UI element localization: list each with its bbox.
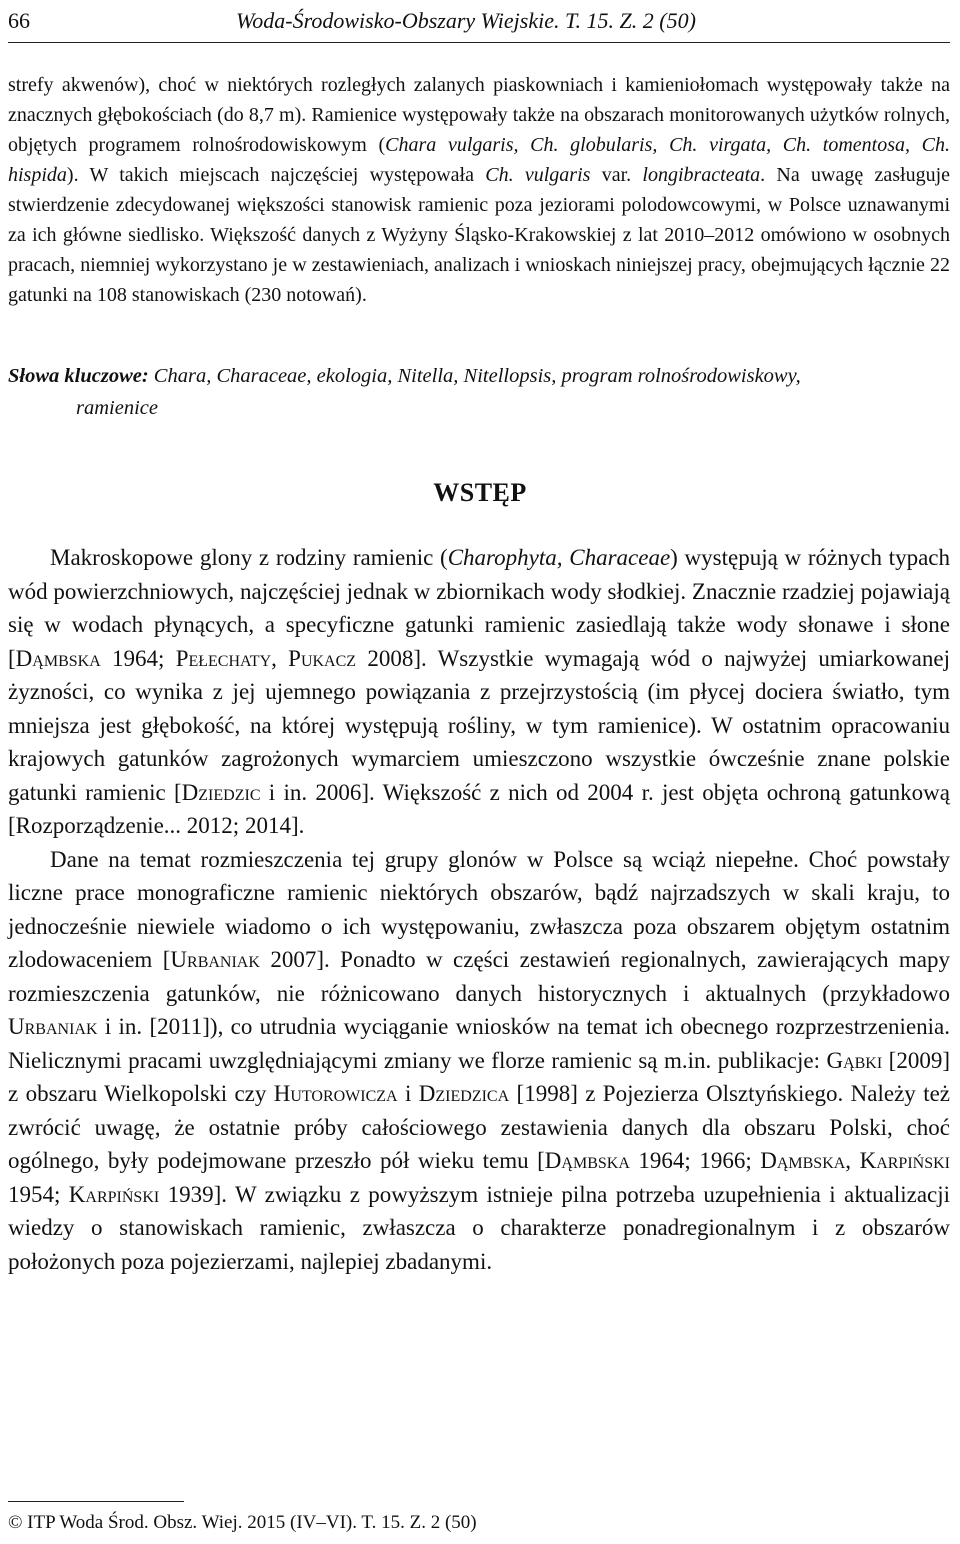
keywords-label: Słowa kluczowe: [8,365,149,387]
species-name: Ch. vulgaris [485,164,591,186]
text-run: i [397,1081,419,1106]
text-run: . Na uwagę zasługuje stwierdzenie zdecydowanej większości stanowisk ramienic poza jeziorami polodowcowymi, w Polsce uznawanymi za ich główne siedlisko. Większość danych z Wyżyny Śląsko-Krakowskiej z lat 2010–2012 omówiono w osobnych pracach, niemniej wykorzystano je w zestawieniach, analizach i wnioskach niniejszej pracy, obejmujących łącznie 22 gatunki na 108 stanowiskach (230 notowań). [8,164,951,306]
text-run: i in. [2011]), co utrudnia wyciąganie wniosków na temat ich obecnego rozprzestrzenienia. Nielicznymi pracami uwzględniającymi zmiany we florze ramienic są m.in. publikacje: [8,1014,950,1073]
body-paragraph-2 [8,843,950,1279]
citation-author: Karpiński [68,1181,160,1207]
text-run: ). W takich miejscach najczęściej występowała [66,164,486,186]
text-run: [1998] z Pojezierza Olsztyńskiego. Należy też zwrócić uwagę, że ostatnie próby całościowego zestawienia danych dla obszaru Polski, choć ogólnego, były podejmowane przeszło pół wieku temu [ [8,1081,950,1173]
text-run: 1964; [100,645,176,671]
running-header [8,6,950,40]
citation-author: Urbaniak [170,947,260,972]
citation-author: Dąmbska, Karpiński [760,1148,950,1173]
text-run: ) występują w różnych typach wód powierzchniowych, najczęściej jednak w zbiornikach wody słodkiej. Znacznie rzadziej pojawiają się w wodach płynących, a specyficzne gatunki ramienic zasiedlają także wody słonawe i słone [ [8,545,950,671]
header-rule [8,42,950,43]
citation-author: Dziedzic [181,779,261,805]
text-run: 1939]. W związku z powyższym istnieje pilna potrzeba uzupełnienia i aktualizacji wiedzy o stanowiskach ramienic, zwłaszcza o charakterze ponadregionalnym i z obszarów położonych poza pojezierzami, najlepiej zbadanymi. [8,1181,951,1274]
abstract-text [8,70,950,310]
page-number: 66 [8,8,30,33]
text-run: 2008]. Wszystkie wymagają wód o najwyżej umiarkowanej żyzności, co wynika z jej ujemnego powiązania z przejrzystością (im płycej dociera światło, tym mniejsza jest głębokość, na której występują rośliny, w tym ramienice). W ostatnim opracowaniu krajowych gatunków zagrożonych wymarciem umieszczono wszystkie ówcześnie znane polskie gatunki ramienic [ [8,645,950,805]
footer-rule [8,1501,184,1502]
taxon-names: Charophyta, Characeae [447,545,671,570]
citation-author: Urbaniak [8,1014,98,1039]
text-run: 1954; [8,1181,69,1207]
text-run: i in. 2006]. Większość z nich od 2004 r. jest objęta ochroną gatunkową [Rozporządzenie... 2012; 2014]. [8,779,950,838]
body-paragraph-1 [8,541,950,843]
keywords-line-2: ramienice [76,397,158,419]
abstract-paragraph [8,70,950,310]
footer-copyright: © ITP Woda Środ. Obsz. Wiej. 2015 (IV–VI). T. 15. Z. 2 (50) [8,1512,477,1533]
body-text [8,541,950,1278]
keywords-line-1: Chara, Characeae, ekologia, Nitella, Nitellopsis, program rolnośrodowiskowy, [148,365,801,387]
section-heading: WSTĘP [433,478,527,507]
species-names: Chara vulgaris, Ch. globularis, Ch. virgata, Ch. tomentosa, Ch. hispida [8,134,950,186]
citation-author: Dziedzica [418,1081,510,1106]
text-run: [2009] z obszaru Wielkopolski czy [8,1047,950,1106]
text-run: Makroskopowe glony z rodziny ramienic ( [50,545,448,570]
text-run: Dane na temat rozmieszczenia tej grupy glonów w Polsce są wciąż niepełne. Choć powstały liczne prace monograficzne ramienic niektórych obszarów, bądź najrzadszych w skali kraju, to jednocześnie niewiele wiadomo o ich występowaniu, zwłaszcza poza obszarem objętym ostatnim zlodowaceniem [ [8,846,950,972]
text-run: 2007]. Ponadto w części zestawień regionalnych, zawierających mapy rozmieszczenia gatunków, nie różnicowano danych historycznych i aktualnych (przykładowo [8,947,950,1006]
citation-author: Gąbki [826,1047,883,1073]
text-run: 1964; 1966; [629,1148,761,1173]
text-run: var. [590,164,643,186]
keywords [8,360,950,424]
citation-author: Dąmbska [15,645,101,671]
citation-author: Pełechaty, Pukacz [175,645,357,671]
variety-name: longibracteata [642,164,761,186]
citation-author: Hutorowicza [273,1081,398,1106]
text-run: strefy akwenów), choć w niektórych rozległych zalanych piaskowniach i kamieniołomach występowały także na znacznych głębokościach (do 8,7 m). Ramienice występowały także na obszarach monitorowanych użytków rolnych, objętych programem rolnośrodowiskowym ( [8,74,950,156]
citation-author: Dąmbska [544,1148,630,1173]
journal-title: Woda-Środowisko-Obszary Wiejskie. T. 15. Z. 2 (50) [236,8,696,33]
